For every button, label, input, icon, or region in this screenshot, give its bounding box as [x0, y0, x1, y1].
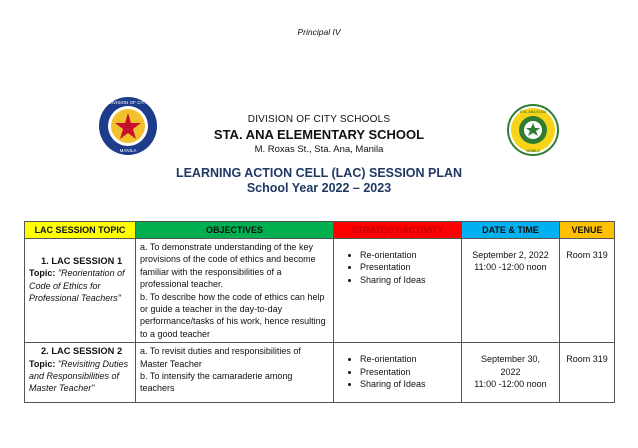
objective-item: b. To intensify the camaraderie among teachers: [140, 371, 293, 394]
session-venue: Room 319: [566, 250, 608, 260]
objectives-cell: [136, 343, 334, 403]
running-header: Principal IV: [297, 27, 341, 37]
table-row: [25, 343, 615, 403]
session-time: 11:00 -12:00 noon: [474, 379, 547, 390]
objectives-cell: [136, 239, 334, 343]
header-venue: VENUE: [560, 222, 615, 239]
header-strategy: STRATEGY/ACTIVITY: [334, 222, 462, 239]
header-topic: LAC SESSION TOPIC: [25, 222, 136, 239]
table-row: [25, 239, 615, 343]
strategy-item: • Presentation: [360, 261, 457, 273]
strategy-item: • Re-orientation: [360, 249, 457, 261]
svg-text:DIVISION OF CITY: DIVISION OF CITY: [108, 100, 148, 105]
session-date: September 30, 2022: [480, 354, 541, 377]
objective-item: a. To revisit duties and responsibilities of Master Teacher: [140, 346, 301, 369]
svg-text:MANILA: MANILA: [119, 148, 137, 153]
venue-cell: [560, 343, 615, 403]
session-title: 1. LAC SESSION 1: [41, 256, 123, 266]
school-year: School Year 2022 – 2023: [246, 181, 392, 195]
session-venue: Room 319: [566, 354, 608, 365]
header-date-time: DATE & TIME: [462, 222, 560, 239]
session-title: 2. LAC SESSION 2: [41, 346, 123, 357]
document-title: [0, 166, 638, 195]
svg-text:STA. ANA ELEM: STA. ANA ELEM: [519, 110, 547, 114]
svg-text:MANILA: MANILA: [526, 149, 540, 153]
plan-title: LEARNING ACTION CELL (LAC) SESSION PLAN: [175, 166, 463, 180]
objective-item: b. To describe how the code of ethics can help or guide a teacher in the day-to-day performance/tasks of his work, hence resulting to a good teacher: [140, 291, 326, 339]
division-name: DIVISION OF CITY SCHOOLS: [247, 114, 391, 125]
school-name: STA. ANA ELEMENTARY SCHOOL: [213, 127, 425, 142]
strategy-item: • Sharing of Ideas: [360, 274, 457, 286]
session-time: 11:00 -12:00 noon: [474, 262, 547, 273]
session-date: September 2, 2022: [472, 250, 549, 260]
strategy-item: • Presentation: [360, 366, 457, 378]
school-address: M. Roxas St., Sta. Ana, Manila: [254, 144, 384, 155]
strategy-cell: [334, 343, 462, 403]
date-time-cell: [462, 343, 560, 403]
topic-text: "Revisiting Duties and Responsibilities of Master Teacher": [29, 358, 129, 394]
lac-session-table: [24, 221, 615, 403]
objective-item: a. To demonstrate understanding of the key provisions of the code of ethics and become familiar with the responsibilities of a professional teacher.: [140, 242, 316, 290]
header-objectives: OBJECTIVES: [136, 222, 334, 239]
table-header-row: [25, 222, 615, 239]
date-time-cell: [462, 239, 560, 343]
strategy-item: • Re-orientation: [360, 353, 457, 365]
strategy-item: • Sharing of Ideas: [360, 378, 457, 390]
topic-cell: [25, 343, 136, 403]
topic-label: Topic:: [29, 268, 56, 279]
school-seal-logo: [507, 104, 559, 156]
topic-text: "Reorientation of Code of Ethics for Professional Teachers": [29, 268, 125, 304]
strategy-cell: [334, 239, 462, 343]
venue-cell: [560, 239, 615, 343]
topic-label: Topic:: [29, 358, 56, 369]
topic-cell: [25, 239, 136, 343]
